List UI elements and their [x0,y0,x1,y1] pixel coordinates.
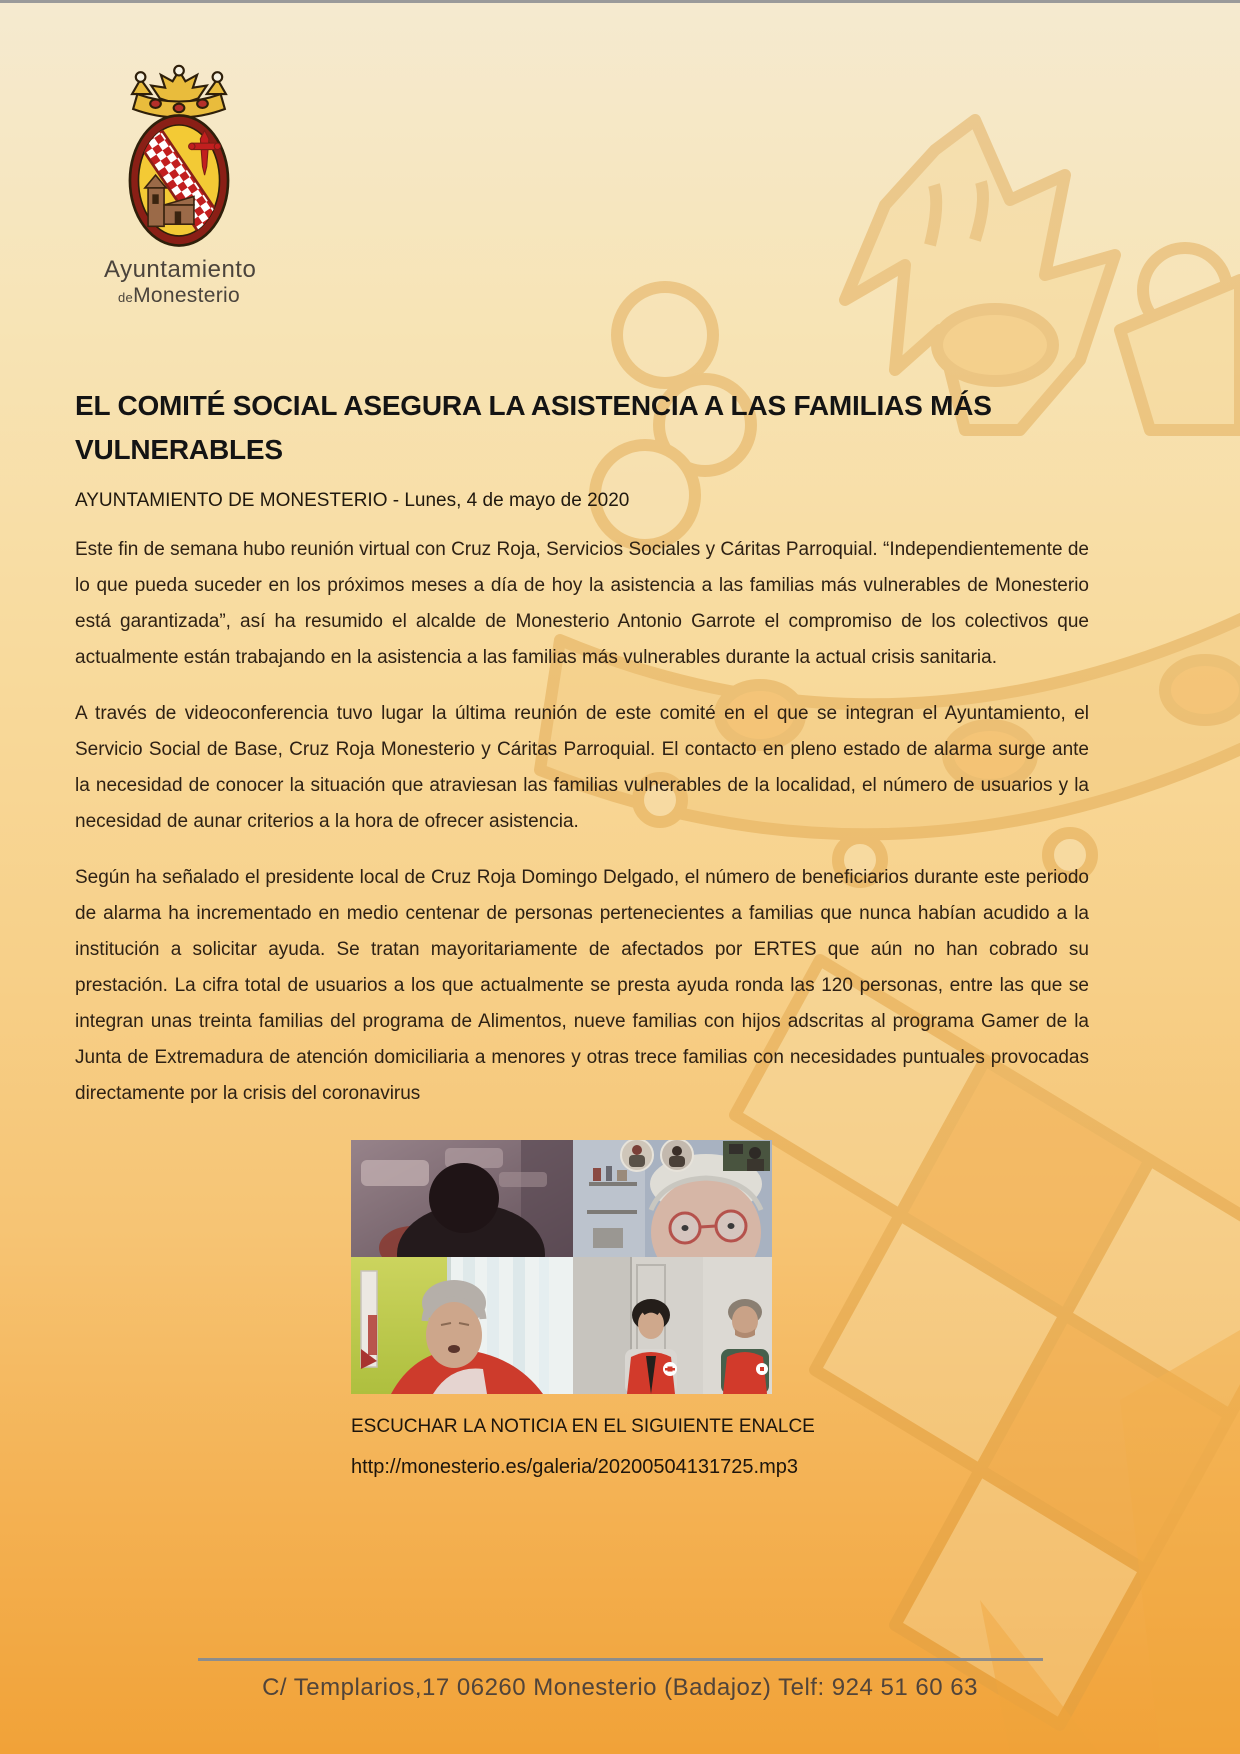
crown [132,66,226,118]
media-caption: ESCUCHAR LA NOTICIA EN EL SIGUIENTE ENALCE [351,1416,815,1438]
coat-of-arms-icon [115,64,243,250]
videoconference-photo [351,1140,772,1394]
article-dateline: AYUNTAMIENTO DE MONESTERIO - Lunes, 4 de mayo de 2020 [75,490,630,512]
video-frame-closeup-glasses [573,1140,772,1257]
page-top-rule [0,0,1240,3]
town-logo [104,64,257,308]
video-frame-man-window [351,1257,573,1394]
shield [124,107,236,250]
logo-de: de [118,290,134,305]
video-frame-red-cross-volunteers [573,1257,772,1394]
footer-contact: C/ Templarios,17 06260 Monesterio (Badajoz) Telf: 924 51 60 63 [262,1674,978,1701]
footer-rule [198,1658,1043,1661]
audio-link[interactable]: http://monesterio.es/galeria/20200504131725.mp3 [351,1456,798,1479]
article-title: EL COMITÉ SOCIAL ASEGURA LA ASISTENCIA A LAS FAMILIAS MÁS VULNERABLES [75,390,992,466]
article-paragraph-3: Según ha señalado el presidente local de Cruz Roja Domingo Delgado, el número de beneficiarios durante este periodo de alarma ha incrementado en medio centenar de personas pertenecientes a familias que nunca habían acudido a la institución a solicitar ayuda. Se tratan mayoritariamente de afectados por ERTES que aún no han cobrado su prestación. La cifra total de usuarios a los que actualmente se presta ayuda ronda las 120 personas, entre las que se integran unas treinta familias del programa de Alimentos, nueve familias con hijos adscritas al programa Gamer de la Junta de Extremadura de atención domiciliaria a menores y otras trece familias con necesidades puntuales provocadas directamente por la crisis del coronavirus [75,867,1089,1105]
article-paragraph-1: Este fin de semana hubo reunión virtual con Cruz Roja, Servicios Sociales y Cáritas Parroquial. “Independientemente de lo que pueda suceder en los próximos meses a día de hoy la asistencia a las familias más vulnerables de Monesterio está garantizada”, así ha resumido el alcalde de Monesterio Antonio Garrote el compromiso de los colectivos que actualmente están trabajando en la asistencia a las familias más vulnerables durante la actual crisis sanitaria. [75,539,1089,669]
article-paragraph-2: A través de videoconferencia tuvo lugar la última reunión de este comité en el que se integran el Ayuntamiento, el Servicio Social de Base, Cruz Roja Monesterio y Cáritas Parroquial. El contacto en pleno estado de alarma surge ante la necesidad de conocer la situación que atraviesan las familias vulnerables de la localidad, el número de usuarios y la necesidad de aunar criterios a la hora de ofrecer asistencia. [75,703,1089,833]
article [75,384,1089,1479]
video-frame-dark-room [351,1140,573,1257]
media-block [351,1140,815,1479]
logo-org-name: Ayuntamiento [104,256,257,283]
page-footer [0,1658,1240,1702]
logo-org-town [104,284,254,308]
logo-town: Monesterio [133,284,240,307]
